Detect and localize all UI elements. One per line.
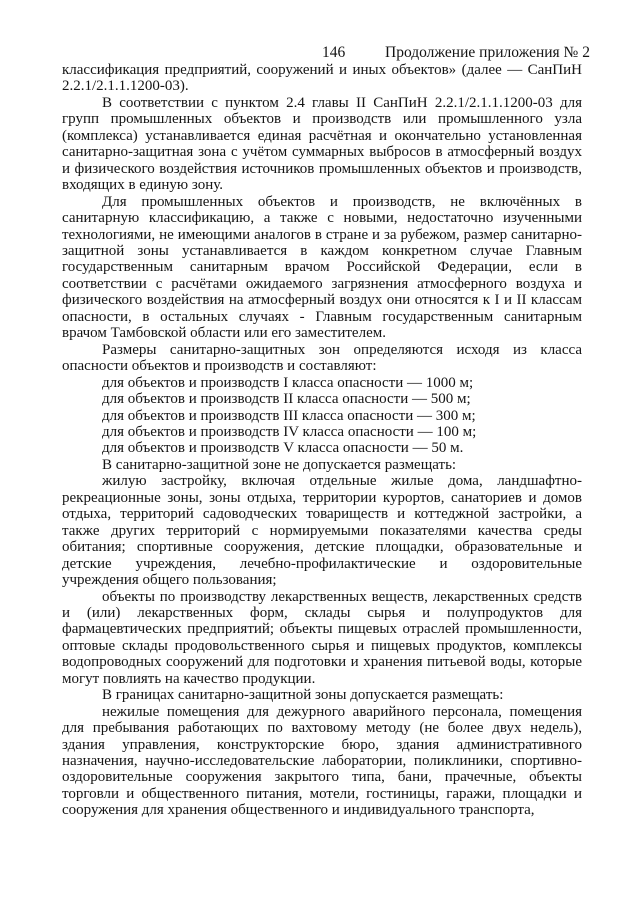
- restrictions-intro: В санитарно-защитной зоне не допускается размещать:: [102, 456, 457, 473]
- restriction-item-housing: жилую застройку, включая отдельные жилые дома, ландшафтно-рекреационные зоны, зоны отдыха, территории курортов, санаториев и домов отдыха, территорий садоводческих товариществ и коттеджной застройки, а также других территорий с нормируемыми показателями качества среды обитания; спортивные сооружения, детские площадки, образовательные и детские учреждения, лечебно-профилактические и оздоровительные учреждения общего пользования;: [62, 473, 582, 589]
- appendix-continuation-title: Продолжение приложения № 2: [385, 44, 590, 61]
- list-item-class-2: для объектов и производств II класса опасности — 500 м;: [102, 391, 471, 408]
- list-item-class-4: для объектов и производств IV класса опасности — 100 м;: [102, 423, 477, 440]
- document-body: [62, 62, 582, 819]
- paragraph-unclassified-objects: Для промышленных объектов и производств, не включённых в санитарную классификацию, а также с новыми, недостаточно изученными технологиями, не имеющими аналогов в стране и за рубежом, размер санитарно-защитной зоны устанавливается в каждом конкретном случае Главным государственным санитарным врачом Российской Федерации, если в соответствии с расчётами ожидаемого загрязнения атмосферного воздуха и физического воздействия на атмосферный воздух они относятся к I и II классам опасности, в остальных случаях - Главным государственным санитарным врачом Тамбовской области или его заместителем.: [62, 193, 582, 342]
- list-item-class-5: для объектов и производств V класса опасности — 50 м.: [102, 440, 464, 457]
- paragraph-sanitary-zone-groups: В соответствии с пунктом 2.4 главы II СанПиН 2.2.1/2.1.1.1200-03 для групп промышленных объектов и производств или промышленного узла (комплекса) устанавливается единая расчётная и окончательно установленная санитарно-защитная зона с учётом суммарных выбросов в атмосферный воздух и физического воздействия источников промышленных объектов и производств, входящих в единую зону.: [62, 94, 582, 194]
- restriction-item-pharma-food: объекты по производству лекарственных веществ, лекарственных средств и (или) лекарственных форм, склады сырья и полупродуктов для фармацевтических предприятий; объекты пищевых отраслей промышленности, оптовые склады продовольственного сырья и пищевых продуктов, комплексы водопроводных сооружений для подготовки и хранения питьевой воды, которые могут повлиять на качество продукции.: [62, 588, 582, 687]
- list-item-class-1: для объектов и производств I класса опасности — 1000 м;: [102, 374, 474, 391]
- page-number: 146: [322, 44, 346, 61]
- page-header: [0, 44, 640, 62]
- paragraph-continued: классификация предприятий, сооружений и иных объектов» (далее — СанПиН 2.2.1/2.1.1.1200-03).: [62, 62, 582, 95]
- allowed-item-nonresidential: нежилые помещения для дежурного аварийного персонала, помещения для пребывания работающих по вахтовому методу (не более двух недель), здания управления, конструкторские бюро, здания административного назначения, научно-исследовательские лаборатории, поликлиники, спортивно-оздоровительные сооружения закрытого типа, бани, прачечные, объекты торговли и общественного питания, мотели, гостиницы, гаражи, площадки и сооружения для хранения общественного и индивидуального транспорта,: [62, 703, 582, 819]
- paragraph-zone-sizes-intro: Размеры санитарно-защитных зон определяются исходя из класса опасности объектов и производств и составляют:: [62, 341, 582, 375]
- allowed-intro: В границах санитарно-защитной зоны допускается размещать:: [102, 687, 504, 704]
- list-item-class-3: для объектов и производств III класса опасности — 300 м;: [102, 407, 476, 424]
